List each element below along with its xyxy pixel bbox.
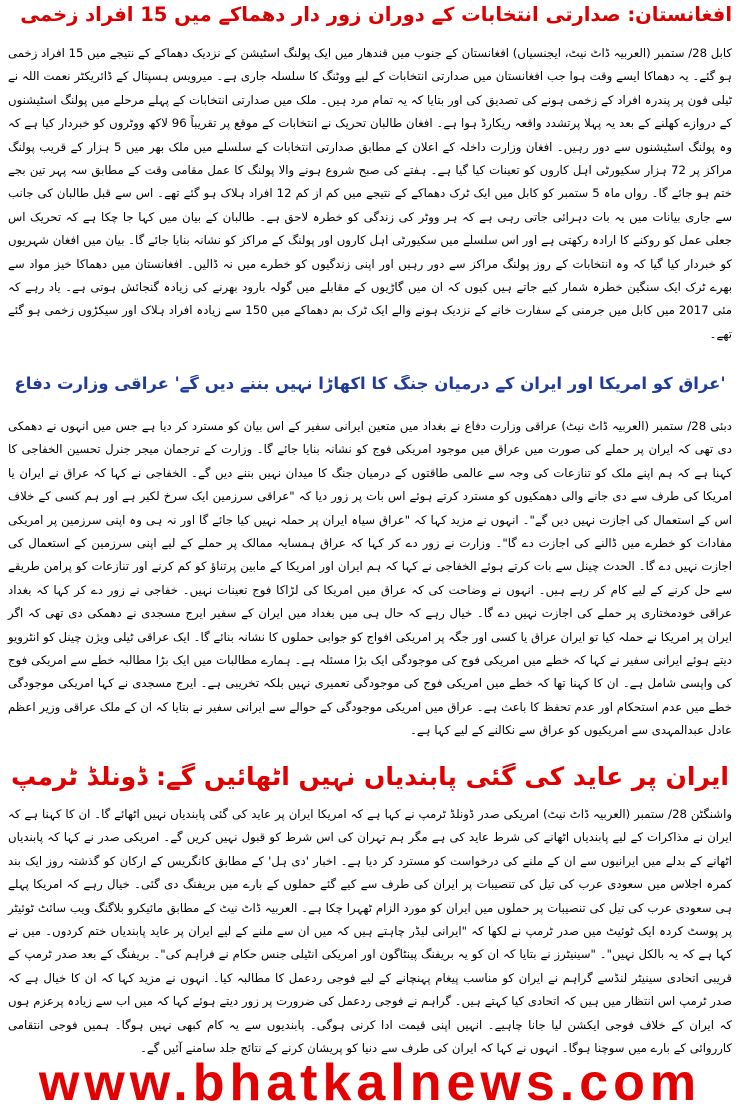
article-trump-iran xyxy=(6,763,734,1060)
article-headline: ایران پر عاید کی گئی پابندیاں نہیں اٹھائیں گے: ڈونلڈ ٹرمپ xyxy=(11,763,729,791)
article-iraq xyxy=(6,375,734,755)
article-body: کابل 28/ ستمبر (العربیہ ڈاٹ نیٹ، ایجنسیاں) افغانستان کے جنوب میں قندھار میں ایک پولنگ اسٹیشن کے نزدیک دھماکے کے نتیجے میں 15 افراد زخمی ہو گئے۔ یہ دھماکا ایسے وقت ہوا جب افغانستان میں صدارتی انتخابات کے لیے ووٹنگ کا سلسلہ جاری ہے۔ میرویس ہسپتال کے ڈائریکٹر نعمت اللہ نے ٹیلی فون پر پندرہ افراد کے زخمی ہونے کی تصدیق کی اور بتایا کہ یہ تمام مرد ہیں۔ ملک میں صدارتی انتخابات کے پہلے مرحلے میں پولنگ اسٹیشنوں کے دروازے کھلنے کے بعد یہ پہلا پرتشدد واقعہ ریکارڈ ہوا ہے۔ افغان طالبان تحریک نے انتخابات کے موقع پر تقریباً 96 لاکھ ووٹروں کو خبردار کیا ہے کہ وہ پولنگ اسٹیشنوں سے دور رہیں۔ افغان وزارت داخلہ کے اعلان کے مطابق صدارتی انتخابات کے سلسلے میں ملک بھر میں 5 ہزار کے قریب پولنگ مراکز پر 72 ہزار سکیورٹی اہل کاروں کو تعینات کیا گیا ہے۔ ہفتے کی صبح شروع ہونے والا پولنگ کا عمل مقامی وقت کے مطابق سہ پہر تین بجے ختم ہو جائے گا۔ رواں ماہ 5 ستمبر کو کابل میں ایک ٹرک دھماکے کے نتیجے میں کم از کم 12 افراد ہلاک ہو گئے تھے۔ اس سے قبل طالبان کی جانب سے جاری بیانات میں یہ بات دہرائی جاتی رہی ہے کہ ہر ووٹر کی زندگی کو خطرہ لاحق ہے۔ طالبان کے بیان میں کہا جا چکا ہے کہ تحریک اس جعلی عمل کو روکنے کا ارادہ رکھتی ہے اور اس سلسلے میں سکیورٹی اہل کاروں اور پولنگ کے مراکز کو نشانہ بنایا جائے گا۔ بیان میں افغان شہریوں کو خبردار کیا گیا کہ وہ انتخابات کے روز پولنگ مراکز سے دور رہیں اور اپنی زندگیوں کو خطرے میں نہ ڈالیں۔ افغانستان میں دھماکا خیز مواد سے بھرے ٹرک ایک سنگین خطرہ شمار کیے جاتے ہیں کیوں کہ ان میں گاڑیوں کے مقابلے میں گولہ بارود بھرنے کی زیادہ گنجائش ہوتی ہے۔ یاد رہے کہ مئی 2017 میں کابل میں جرمنی کے سفارت خانے کے نزدیک ہونے والے ایک ٹرک بم دھماکے میں 150 سے زیادہ افراد ہلاک اور سیکڑوں زخمی ہو گئے تھے۔ xyxy=(8,46,733,341)
article-headline: 'عراق کو امریکا اور ایران کے درمیان جنگ کا اکھاڑا نہیں بننے دیں گے' عراقی وزارت دفاع xyxy=(14,375,726,393)
article-body: دبئی 28/ ستمبر (العربیہ ڈاٹ نیٹ) عراقی وزارت دفاع نے بغداد میں متعین ایرانی سفیر کے اس بیان کو مسترد کر دیا ہے جس میں انہوں نے دھمکی دی تھی کہ ایران پر حملے کی صورت میں عراق میں موجود امریکی فوج کو نشانہ بنایا جائے گا۔ وزارت کے ترجمان میجر جنرل تحسین الخفاجی کا کہنا ہے کہ ہم اپنے ملک کو تنازعات کی وجہ سے عالمی طاقتوں کے درمیان جنگ کا میدان نہیں بننے دیں گے۔ الخفاجی نے کہا کہ عراق نے ایران یا امریکا کی طرف سے دی جانے والی دھمکیوں کو مسترد کرتے ہوئے اس بات پر زور دیا کہ "عراقی سرزمین ایک سرخ لکیر ہے اور ہم کسی کے خلاف اس کے استعمال کی اجازت نہیں دیں گے"۔ انہوں نے مزید کہا کہ "عراق سیاہ ایران پر حملہ نہیں کیا جائے گا اور نہ ہی وہ اپنی سرزمین پر امریکی مفادات کو خطرے میں ڈالنے کی اجازت دے گا"۔ وزارت نے زور دے کر کہا کہ عراق ہمسایہ ممالک پر حملے کے لیے اپنی سرزمین کے استعمال کی اجازت نہیں دے گا۔ الحدث چینل سے بات کرتے ہوئے الخفاجی نے کہا کہ ہم ایران اور امریکا کے مابین پرتناؤ کو کم کرنے اور تنازعات کو پرامن طریقے سے حل کرنے کے لیے کام کر رہے ہیں۔ انہوں نے وضاحت کی کہ عراق میں امریکا کی لڑاکا فوج تعینات نہیں۔ خفاجی نے زور دے کر کہا کہ بغداد عراقی خودمختاری پر حملے کی اجازت نہیں دے گا۔ خیال رہے کہ حال ہی میں بغداد میں ایران کے سفیر ایرج مسجدی نے دھمکی دی تھی کہ اگر ایران پر امریکا نے حملہ کیا تو ایران عراق یا کسی اور جگہ پر امریکی افواج کو جوابی حملوں کا نشانہ بنائے گا۔ ایک عراقی ٹیلی ویژن چینل کو انٹرویو دیتے ہوئے ایرانی سفیر نے کہا کہ خطے میں امریکی فوج کی موجودگی ایک بڑا مسئلہ ہے۔ ہمارے مطالبات میں ایک بڑا مطالبہ خطے سے امریکی فوج کی واپسی شامل ہے۔ ان کا کہنا تھا کہ خطے میں امریکی فوج کی موجودگی تعمیری نہیں بلکہ تخریبی ہے۔ ایرج مسجدی نے کہا امریکی موجودگی خطے میں عدم استحکام اور عدم تحفظ کا باعث ہے۔ عراق میں امریکی موجودگی کے حوالے سے ایرانی سفیر نے بتایا کہ ان کے ملک عراقی وزیر اعظم عادل عبدالمہدی سے امریکیوں کو عراق سے نکالنے کے لیے کہا ہے۔ xyxy=(8,419,732,738)
footer-banner xyxy=(0,1053,740,1113)
article-afghanistan xyxy=(6,4,734,369)
article-headline: افغانستان: صدارتی انتخابات کے دوران زور دار دھماکے میں 15 افراد زخمی xyxy=(20,4,732,26)
website-url: www.bhatkalnews.com xyxy=(38,1054,702,1112)
article-body: واشنگٹن 28/ ستمبر (العربیہ ڈاٹ نیٹ) امریکی صدر ڈونلڈ ٹرمپ نے کہا ہے کہ امریکا ایران پر عاید کی گئی پابندیاں نہیں اٹھائے گا۔ ان کا کہنا ہے کہ ایران نے مذاکرات کے لیے پابندیاں اٹھانے کی شرط عاید کی ہے مگر ہم تہران کی اس شرط کو قبول نہیں کریں گے۔ امریکی صدر نے کہا کہ پابندیاں اٹھانے کے بدلے میں ایرانیوں سے ان کے ملنے کی درخواست کو مسترد کر دیا ہے۔ اخبار 'دی ہل' کے مطابق کانگریس کے ارکان کو گذشتہ روز ایک بند کمرہ اجلاس میں سعودی عرب کی تیل کی تنصیبات پر ایران کی طرف سے کیے گئے حملوں کے بارے میں بریفنگ دی گئی۔ خیال رہے کہ امریکا پہلے ہی سعودی عرب کی تیل کی تنصیبات پر حملوں میں ایران کو مورد الزام ٹھہرا چکا ہے۔ العربیہ ڈاٹ نیٹ کے مطابق مائیکرو بلاگنگ ویب سائٹ ٹوئیٹر پر پوسٹ کردہ ایک ٹوئیٹ میں صدر ٹرمپ نے لکھا کہ "ایرانی لیڈر چاہتے ہیں کہ میں ان سے ملنے کے لیے ایران پر عاید پابندیاں ختم کردوں۔ میں نے کہا ہے کہ یہ بالکل نہیں"۔ "سینیٹرز نے بتایا کہ ان کو یہ بریفنگ پینٹاگون اور امریکی انٹیلی جنس حکام نے فراہم کی"۔ بریفنگ کے بعد صدر ٹرمپ کے قریبی اتحادی سینیٹر لنڈسے گراہم نے ایران کو مناسب پیغام پہنچانے کے لیے فوجی ردعمل کا مطالبہ کیا۔ انہوں نے مزید کہا کہ ان کا خیال ہے کہ صدر ٹرمپ اس انتظار میں ہیں کہ اتحادی کیا کہتے ہیں۔ گراہم نے فوجی ردعمل کی ضرورت پر زور دیتے ہوئے کہا کہ میں اب سے زیادہ پرعزم ہوں کہ ایران کے خلاف فوجی ایکشن لیا جانا چاہیے۔ انہیں اپنی قیمت ادا کرنی ہوگی۔ پابندیوں سے یہ کام کبھی نہیں ہوگا۔ ہمیں فوجی انتقامی کارروائی کے بارے میں سوچنا ہوگا۔ انہوں نے کہا کہ ایران کی طرف سے دنیا کو پریشان کرنے کے نتائج جلد سامنے آئیں گے۔ xyxy=(8,807,732,1056)
